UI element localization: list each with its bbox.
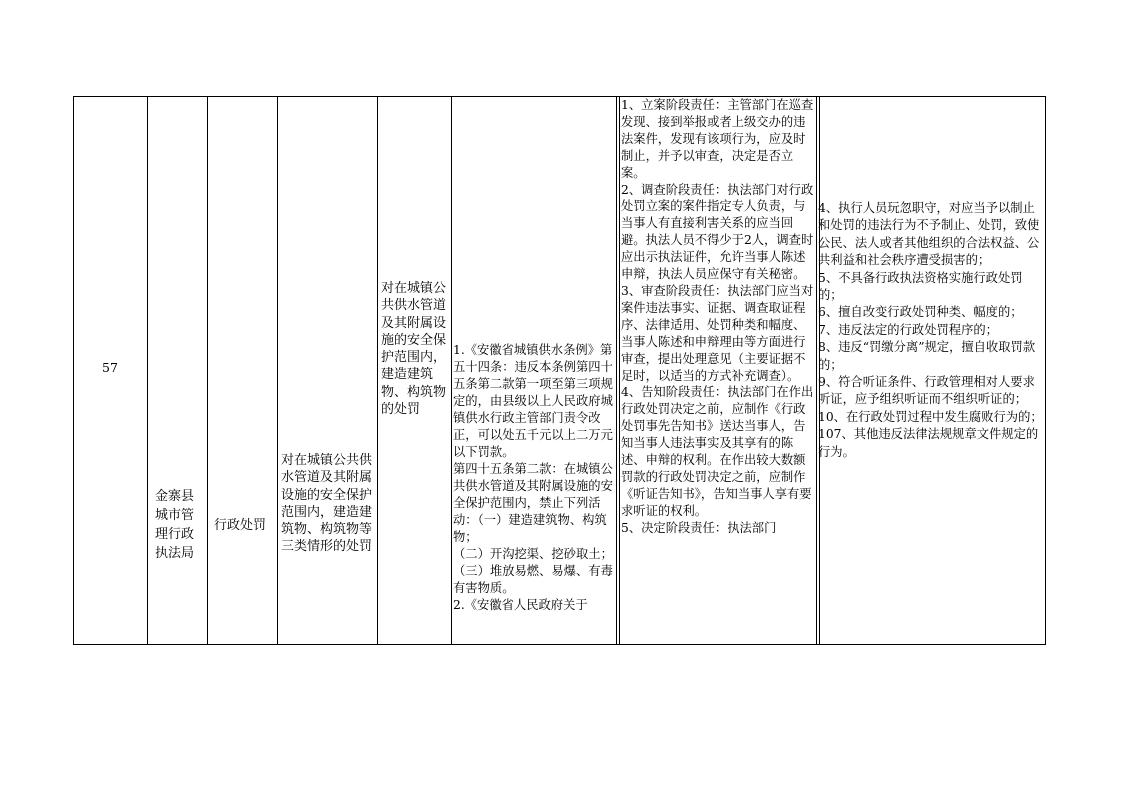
responsibility-text: 1、立案阶段责任：主管部门在巡查发现、接到举报或者上级交办的违法案件，发现有该项行为，应及时制止，并予以审查，决定是否立案。 2、调查阶段责任：执法部门对行政处罚立案的案件指定专人负责，与当事人有直接利害关系的应当回避。执法人员不得少于2人，调查时应出示执法证件，允许当事人陈述申辩，执法人员应保守有关秘密。 3、审查阶段责任：执法部门应当对案件违法事实、证据、调查取证程序、法律适用、处罚种类和幅度、当事人陈述和申辩理由等方面进行审查，提出处理意见（主要证据不足时，以适当的方式补充调查）。 4、告知阶段责任：执法部门在作出行政处罚决定之前，应制作《行政处罚事先告知书》送达当事人，告知当事人违法事实及其享有的陈述、申辩的权利。在作出较大数额罚款的行政处罚决定之前，应制作《听证告知书》，告知当事人享有要求听证的权利。 5、决定阶段责任：执法部门	[621, 98, 814, 535]
sub-item-name: 对在城镇公共供水管道及其附属设施的安全保护范围内，建造建筑物、构筑物的处罚	[381, 281, 447, 418]
sub-item-cell	[381, 280, 449, 470]
table-bottom-border	[73, 644, 1046, 645]
column-divider	[616, 96, 617, 645]
column-divider	[377, 96, 378, 645]
department-cell	[155, 487, 202, 587]
row-number: 57	[102, 360, 118, 376]
category-label: 行政处罚	[214, 518, 267, 533]
category-cell	[214, 516, 276, 540]
legal-basis-text: 1.《安徽省城镇供水条例》第五十四条：违反本条例第四十五条第二款第一项至第三项规定的，由县级以上人民政府城镇供水行政主管部门责令改正，可以处五千元以上二万元以下罚款。 第四十五条第二款：在城镇公共供水管道及其附属设施的安全保护范围内，禁止下列活动：（一）建造建筑物、构筑物； （二）开沟挖渠、挖砂取土；（三）堆放易燃、易爆、有毒有害物质。 2.《安徽省人民政府关于	[453, 343, 613, 612]
column-divider	[277, 96, 278, 645]
column-divider	[147, 96, 148, 645]
responsibility-cell	[621, 97, 815, 644]
legal-basis-cell	[453, 342, 615, 644]
column-divider	[451, 96, 452, 645]
column-divider	[207, 96, 208, 645]
column-divider	[816, 96, 817, 645]
accountability-text: 4、执行人员玩忽职守，对应当予以制止和处罚的违法行为不予制止、处罚，致使公民、法人或者其他组织的合法权益、公共利益和社会秩序遭受损害的； 5、不具备行政执法资格实施行政处罚的； 6、擅自改变行政处罚种类、幅度的； 7、违反法定的行政处罚程序的； 8、违反“罚缴分离”规定，擅自收取罚款的； 9、符合听证条件、行政管理相对人要求听证，应予组织听证而不组织听证的； 10、在行政处罚过程中发生腐败行为的； 107、其他违反法律法规规章文件规定的行为。	[818, 201, 1043, 459]
column-divider	[619, 96, 620, 645]
accountability-cell	[818, 200, 1044, 550]
department-name: 金寨县城市管理行政执法局	[155, 489, 195, 561]
item-name: 对在城镇公共供水管道及其附属设施的安全保护范围内，建造建筑物、构筑物等三类情形的处罚	[281, 453, 373, 555]
row-number-cell	[75, 96, 145, 645]
item-name-cell	[281, 452, 375, 602]
